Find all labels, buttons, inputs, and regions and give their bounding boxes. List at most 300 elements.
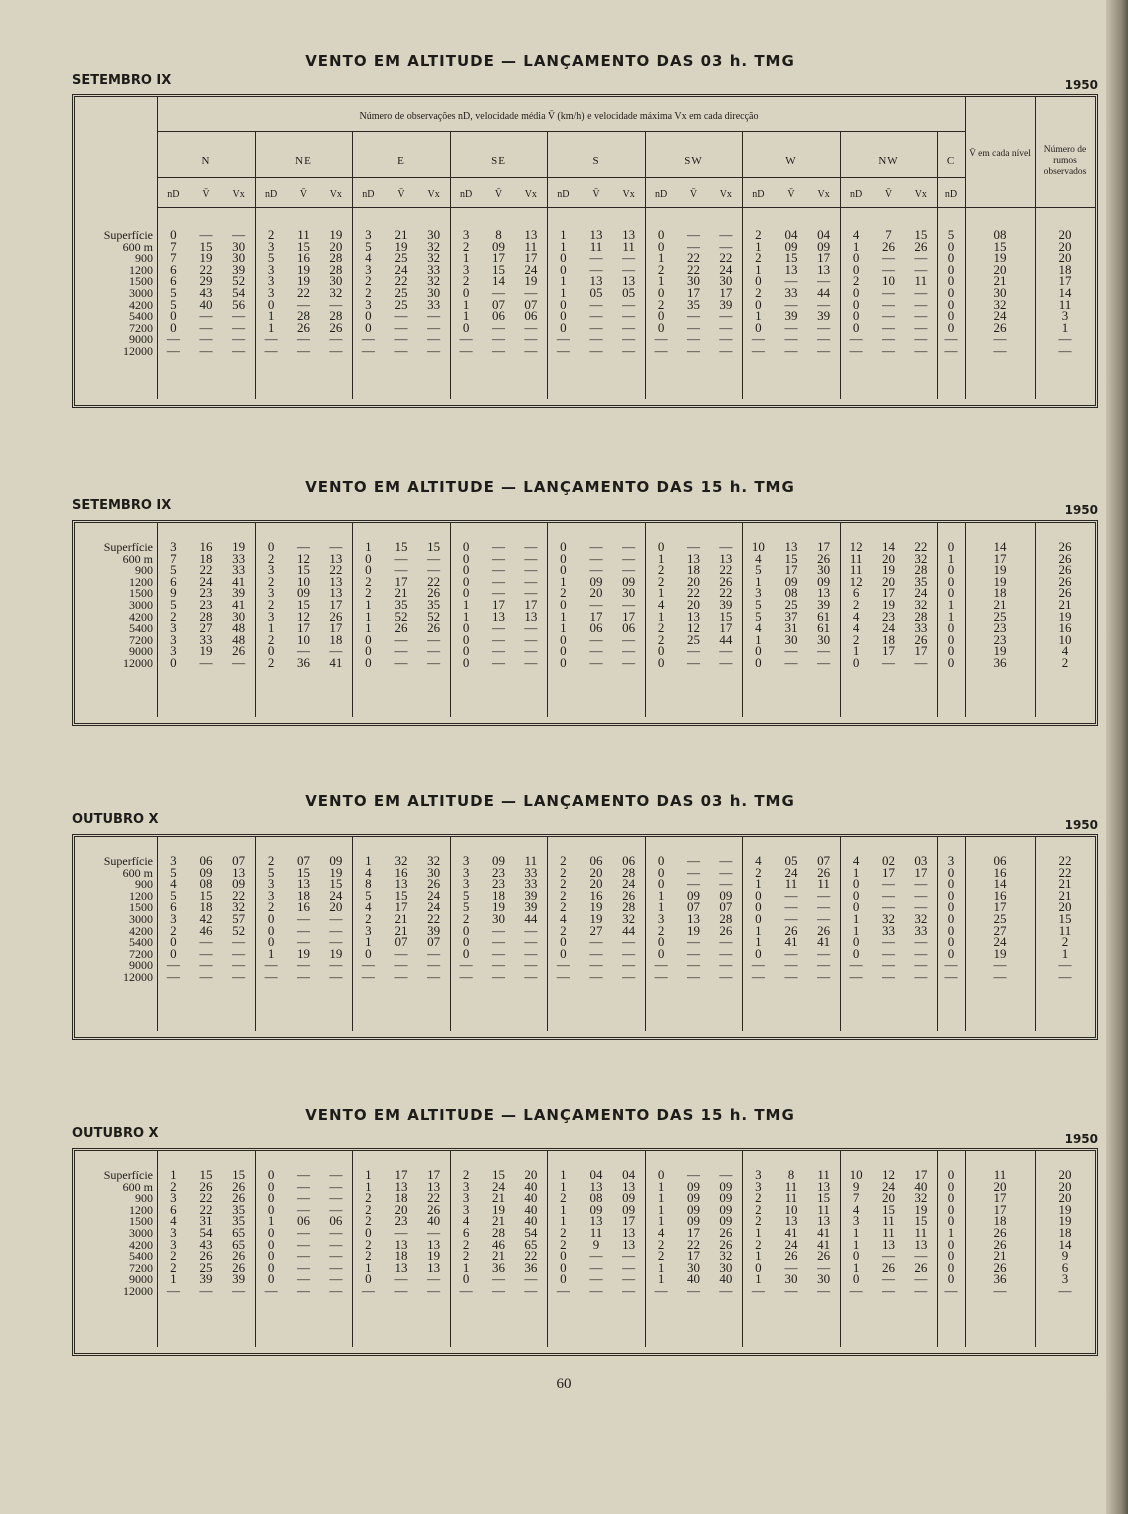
table-cell: 21 — [993, 597, 1007, 612]
table-cell: 1 — [365, 597, 372, 612]
table-cell: 26 — [1058, 562, 1072, 578]
table-row — [75, 1250, 1095, 1262]
table-cell: 3 — [365, 296, 372, 312]
table-cell: 2 — [560, 1225, 567, 1240]
table-cell: 7 — [852, 1190, 860, 1206]
table-cell: 26 — [232, 1190, 246, 1206]
table-cell: 6 — [170, 273, 177, 289]
table-cell: 14 — [993, 876, 1007, 892]
table-cell: 24 — [491, 1178, 505, 1194]
table-cell: — — [817, 887, 831, 903]
table-cell: 27 — [993, 922, 1007, 938]
table-cell: 36 — [296, 655, 310, 670]
table-row — [75, 550, 1095, 566]
table-cell: 27 — [199, 620, 213, 636]
table-cell: — — [784, 643, 798, 659]
table-cell: 0 — [170, 655, 177, 670]
table-cell: 26 — [914, 238, 928, 254]
table-cell: 3 — [170, 1190, 177, 1206]
table-cell: — — [719, 945, 733, 961]
table-cell: 09 — [589, 573, 603, 589]
table-cell: 26 — [993, 1236, 1007, 1252]
table-cell: 0 — [560, 631, 567, 647]
table-cell: 4 — [852, 853, 860, 868]
table-cell: 17 — [914, 864, 928, 880]
table-cell: — — [394, 562, 408, 578]
table-cell: 1 — [755, 308, 762, 324]
table-cell: — — [881, 655, 895, 670]
table-cell: 1 — [267, 308, 275, 324]
table-cell: — — [232, 319, 246, 335]
table-cell: 54 — [232, 285, 246, 300]
table-cell: 28 — [199, 608, 213, 624]
table-cell: 3 — [365, 922, 372, 938]
table-cell: — — [914, 887, 928, 903]
table-cell: 0 — [947, 864, 955, 880]
table-cell: 12 — [296, 550, 310, 566]
table-cell: 18 — [329, 631, 343, 647]
table-cell: 14 — [491, 273, 505, 289]
table-cell: 2 — [657, 631, 665, 647]
table-cell: 13 — [817, 1178, 831, 1194]
table-cell: 11 — [589, 238, 603, 254]
table-cell: — — [817, 899, 831, 915]
table-cell: 36 — [491, 1259, 505, 1275]
table-cell: 16 — [1058, 620, 1072, 636]
table-cell: 3 — [852, 1213, 860, 1229]
table-cell: — — [361, 969, 375, 984]
table-cell: 0 — [657, 285, 665, 300]
table-cell: 11 — [297, 227, 310, 242]
table-row — [75, 319, 1095, 335]
table-cell: 28 — [491, 1225, 505, 1240]
table-cell: — — [491, 945, 505, 961]
table-cell: — — [686, 238, 700, 254]
table-cell: 17 — [394, 899, 408, 915]
table-cell: 30 — [719, 1259, 733, 1275]
table-cell: 1 — [947, 550, 955, 566]
table-cell: — — [166, 969, 180, 984]
table-cell: — — [686, 853, 700, 868]
table-cell: 26 — [427, 1201, 441, 1217]
table-cell: 3 — [1061, 308, 1069, 324]
table-cell: 32 — [427, 238, 441, 254]
table-cell: — — [427, 655, 441, 670]
table-cell: 07 — [296, 853, 310, 868]
table-cell: 2 — [657, 620, 665, 636]
table-row — [75, 252, 1095, 264]
table-cell: — — [296, 934, 310, 950]
table-cell: 26 — [199, 1248, 213, 1264]
table-cell: — — [296, 539, 310, 554]
table-cell: 0 — [365, 643, 372, 659]
table-cell: 17 — [1058, 273, 1072, 289]
table-cell: 12 — [296, 608, 310, 624]
table-cell: 21 — [394, 922, 408, 938]
table-cell: 0 — [755, 319, 762, 335]
table-cell: 20 — [524, 1167, 538, 1182]
table-cell: 3 — [267, 562, 275, 578]
table-cell: 4 — [852, 608, 860, 624]
table-cell: — — [524, 934, 538, 950]
table-cell: — — [944, 343, 958, 358]
table-cell: 23 — [491, 876, 505, 892]
table-cell: 09 — [232, 876, 246, 892]
table-cell: 4 — [755, 550, 762, 566]
table-cell: — — [329, 1236, 343, 1252]
table-cell: 0 — [657, 238, 665, 254]
table-cell: — — [394, 631, 408, 647]
table-cell: 23 — [993, 620, 1007, 636]
table-cell: 17 — [993, 550, 1007, 566]
table-cell: 1 — [560, 285, 567, 300]
table-cell: 13 — [881, 1236, 895, 1252]
table-cell: 31 — [199, 1213, 213, 1229]
table-cell: — — [993, 969, 1007, 984]
table-cell: 11 — [589, 1225, 603, 1240]
table-cell: 30 — [993, 285, 1007, 300]
table-cell: 0 — [462, 922, 470, 938]
table-cell: 19 — [232, 539, 246, 554]
table-cell: 30 — [719, 273, 733, 289]
table-cell: 18 — [394, 1248, 408, 1264]
table-cell: 25 — [993, 608, 1007, 624]
table-cell: 39 — [817, 308, 831, 324]
altitude-level: Superfície — [103, 1168, 153, 1182]
table-cell: 20 — [1058, 250, 1072, 266]
altitude-level: 9000 — [129, 958, 153, 973]
table-cell: 07 — [817, 853, 831, 868]
table-cell: 0 — [755, 655, 762, 670]
table-cell: — — [849, 331, 863, 347]
table-cell: 0 — [267, 1167, 275, 1182]
table-cell: — — [427, 308, 441, 324]
table-cell: 2 — [267, 655, 275, 670]
table-cell: 4 — [852, 1201, 860, 1217]
table-cell: 40 — [686, 1271, 700, 1287]
table-cell: 24 — [329, 887, 343, 903]
table-cell: 40 — [524, 1190, 538, 1206]
table-cell: 32 — [993, 296, 1007, 312]
table-cell: — — [589, 550, 603, 566]
table-cell: 2 — [170, 922, 177, 938]
table-cell: 17 — [686, 1225, 700, 1240]
table-cell: 0 — [462, 945, 470, 961]
table-cell: — — [622, 550, 636, 566]
table-cell: 13 — [524, 608, 538, 624]
table-cell: 2 — [462, 911, 470, 926]
table-cell: 6 — [170, 261, 177, 277]
table-cell: 5 — [755, 562, 762, 578]
table-cell: 1 — [1061, 945, 1069, 961]
table-cell: 04 — [622, 1167, 636, 1182]
table-cell: 22 — [686, 585, 700, 601]
table-cell: 0 — [755, 1259, 762, 1275]
wind-table — [72, 520, 1098, 726]
table-cell: 15 — [914, 1213, 928, 1229]
altitude-level: 12000 — [123, 1284, 153, 1298]
table-cell: 24 — [993, 308, 1007, 324]
table-cell: 0 — [657, 934, 665, 950]
table-cell: 12 — [881, 1167, 895, 1182]
table-cell: 35 — [394, 597, 408, 612]
table-cell: 09 — [719, 1213, 733, 1229]
table-cell: 20 — [1058, 1167, 1072, 1182]
table-cell: — — [686, 643, 700, 659]
table-cell: 13 — [394, 1259, 408, 1275]
table-cell: 05 — [784, 853, 798, 868]
table-cell: 39 — [232, 261, 246, 277]
table-cell: — — [719, 227, 733, 242]
table-cell: 52 — [427, 608, 441, 624]
table-cell: 1 — [462, 1259, 470, 1275]
table-cell: — — [686, 934, 700, 950]
table-row — [75, 913, 1095, 925]
table-cell: — — [361, 957, 375, 973]
table-cell: — — [296, 296, 310, 312]
table-cell: — — [881, 319, 895, 335]
table-cell: 20 — [1058, 238, 1072, 254]
table-row — [75, 936, 1095, 948]
table-cell: 26 — [881, 238, 895, 254]
table-cell: 09 — [719, 1201, 733, 1217]
table-cell: 1 — [365, 539, 372, 554]
table-cell: 20 — [394, 1201, 408, 1217]
table-cell: 0 — [947, 631, 955, 647]
table-row — [75, 878, 1095, 890]
table-cell: — — [622, 934, 636, 950]
table-cell: 15 — [296, 238, 310, 254]
table-cell: — — [491, 539, 505, 554]
table-cell: — — [817, 957, 831, 973]
table-cell: — — [589, 319, 603, 335]
table-cell: 19 — [589, 899, 603, 915]
table-cell: — — [944, 957, 958, 973]
table-cell: 19 — [993, 562, 1007, 578]
table-cell: — — [329, 1225, 343, 1240]
table-cell: — — [719, 1167, 733, 1182]
wind-table — [72, 94, 1098, 408]
table-cell: 14 — [993, 539, 1007, 554]
table-cell: 40 — [427, 1213, 441, 1229]
table-cell: 2 — [657, 562, 665, 578]
table-cell: 1 — [852, 643, 860, 659]
table-cell: 25 — [394, 250, 408, 266]
table-cell: 2 — [560, 899, 567, 915]
table-cell: — — [232, 227, 246, 242]
table-cell: 0 — [657, 319, 665, 335]
table-cell: — — [654, 957, 668, 973]
table-cell: 1 — [657, 887, 665, 903]
altitude-level: 1200 — [129, 262, 153, 277]
table-cell: 12 — [849, 539, 863, 554]
altitude-level: 600 m — [122, 865, 153, 880]
table-cell: 13 — [622, 273, 636, 289]
table-cell: 22 — [329, 562, 343, 578]
altitude-level: 5400 — [129, 621, 153, 636]
table-cell: 26 — [1058, 585, 1072, 601]
table-cell: 29 — [199, 273, 213, 289]
table-cell: 0 — [657, 539, 665, 554]
subcolumn-header: nD — [167, 189, 180, 200]
wind-table — [72, 834, 1098, 1040]
direction-header: NE — [295, 155, 312, 167]
table-cell: — — [622, 969, 636, 984]
subcolumn-header: Vx — [622, 189, 635, 200]
table-cell: — — [719, 343, 733, 358]
table-cell: 09 — [329, 853, 343, 868]
table-cell: 2 — [462, 1248, 470, 1264]
altitude-level: 900 — [135, 251, 153, 266]
table-cell: 1 — [657, 608, 665, 624]
table-cell: — — [491, 969, 505, 984]
table-cell: 15 — [296, 597, 310, 612]
table-cell: 0 — [657, 945, 665, 961]
table-cell: 08 — [993, 227, 1007, 242]
table-cell: 37 — [784, 608, 798, 624]
table-cell: — — [589, 1259, 603, 1275]
table-cell: 4 — [170, 876, 177, 892]
table-cell: — — [491, 631, 505, 647]
table-cell: 4 — [852, 227, 860, 242]
table-cell: 0 — [852, 250, 860, 266]
table-cell: — — [524, 285, 538, 300]
direction-header: E — [397, 155, 405, 167]
table-cell: 15 — [296, 864, 310, 880]
table-cell: 26 — [329, 608, 343, 624]
table-cell: 4 — [1061, 643, 1069, 659]
subcolumn-header: nD — [460, 189, 473, 200]
table-cell: 21 — [394, 227, 408, 242]
table-cell: 19 — [296, 261, 310, 277]
table-row — [75, 573, 1095, 589]
table-cell: 40 — [199, 296, 213, 312]
table-cell: 0 — [657, 655, 665, 670]
table-cell: 0 — [947, 308, 955, 324]
table-cell: — — [491, 643, 505, 659]
altitude-level: 4200 — [129, 923, 153, 938]
table-cell: 13 — [817, 261, 831, 277]
table-cell: 0 — [657, 1167, 665, 1182]
table-cell: — — [751, 343, 765, 358]
table-cell: 35 — [686, 296, 700, 312]
table-cell: 3 — [657, 911, 665, 926]
table-cell: 13 — [329, 585, 343, 601]
table-cell: 0 — [947, 934, 955, 950]
table-cell: 0 — [462, 620, 470, 636]
table-cell: — — [914, 899, 928, 915]
table-row — [75, 645, 1095, 657]
table-cell: 3 — [755, 1178, 762, 1194]
table-cell: — — [817, 343, 831, 358]
table-cell: — — [329, 911, 343, 926]
table-row — [75, 631, 1095, 647]
table-cell: 26 — [993, 319, 1007, 335]
table-cell: — — [394, 1283, 408, 1298]
table-cell: 15 — [881, 1201, 895, 1217]
table-cell: 09 — [622, 1201, 636, 1217]
table-cell: 35 — [232, 1213, 246, 1229]
table-cell: 10 — [784, 1201, 798, 1217]
table-cell: 2 — [657, 922, 665, 938]
table-cell: 0 — [852, 1271, 860, 1287]
table-cell: 0 — [462, 1271, 470, 1287]
subcolumn-header: V̄ — [494, 189, 503, 200]
table-cell: 0 — [947, 887, 955, 903]
table-cell: — — [361, 331, 375, 347]
table-cell: 3 — [755, 585, 762, 601]
direction-header: SE — [491, 155, 506, 167]
table-cell: — — [589, 934, 603, 950]
table-cell: 2 — [365, 273, 372, 289]
table-cell: 0 — [947, 319, 955, 335]
table-cell: 2 — [560, 585, 567, 601]
table-cell: — — [264, 343, 278, 358]
table-cell: 11 — [817, 1167, 830, 1182]
altitude-level: 9000 — [129, 1272, 153, 1287]
table-cell: 25 — [199, 1259, 213, 1275]
table-cell: — — [524, 945, 538, 961]
table-cell: — — [459, 343, 473, 358]
table-cell: — — [914, 945, 928, 961]
altitude-level: 600 m — [122, 1179, 153, 1194]
table-row — [75, 864, 1095, 880]
table-cell: — — [524, 655, 538, 670]
table-cell: — — [622, 250, 636, 266]
table-cell: 0 — [947, 1178, 955, 1194]
table-cell: 17 — [491, 597, 505, 612]
table-cell: 1 — [560, 620, 567, 636]
table-cell: 26 — [719, 1225, 733, 1240]
table-cell: 13 — [914, 1236, 928, 1252]
table-cell: 2 — [560, 864, 567, 880]
altitude-level: 3000 — [129, 1226, 153, 1240]
table-cell: — — [751, 957, 765, 973]
table-cell: 15 — [199, 1167, 213, 1182]
table-cell: 22 — [394, 273, 408, 289]
table-cell: 2 — [755, 285, 762, 300]
table-cell: 20 — [1058, 899, 1072, 915]
table-cell: — — [622, 343, 636, 358]
table-cell: — — [719, 643, 733, 659]
table-cell: 5 — [170, 285, 177, 300]
table-cell: 22 — [199, 562, 213, 578]
table-cell: 32 — [719, 1248, 733, 1264]
table-cell: 0 — [947, 585, 955, 601]
table-cell: — — [232, 343, 246, 358]
table-cell: 10 — [296, 631, 310, 647]
table-cell: 11 — [849, 550, 863, 566]
table-cell: — — [329, 934, 343, 950]
table-cell: 32 — [914, 597, 928, 612]
table-cell: 1 — [852, 1236, 860, 1252]
table-cell: 21 — [394, 911, 408, 926]
month-label: SETEMBRO IX — [72, 73, 172, 88]
table-cell: 9 — [852, 1178, 860, 1194]
table-cell: 26 — [914, 631, 928, 647]
table-cell: — — [394, 343, 408, 358]
table-cell: — — [719, 876, 733, 892]
table-cell: 0 — [560, 655, 567, 670]
table-cell: — — [394, 550, 408, 566]
table-cell: 8 — [495, 227, 502, 242]
table-cell: 1 — [560, 238, 567, 254]
table-cell: 41 — [784, 934, 798, 950]
table-cell: — — [232, 308, 246, 324]
table-cell: 41 — [232, 573, 246, 589]
table-cell: 0 — [267, 1236, 275, 1252]
table-cell: 5 — [947, 227, 955, 242]
